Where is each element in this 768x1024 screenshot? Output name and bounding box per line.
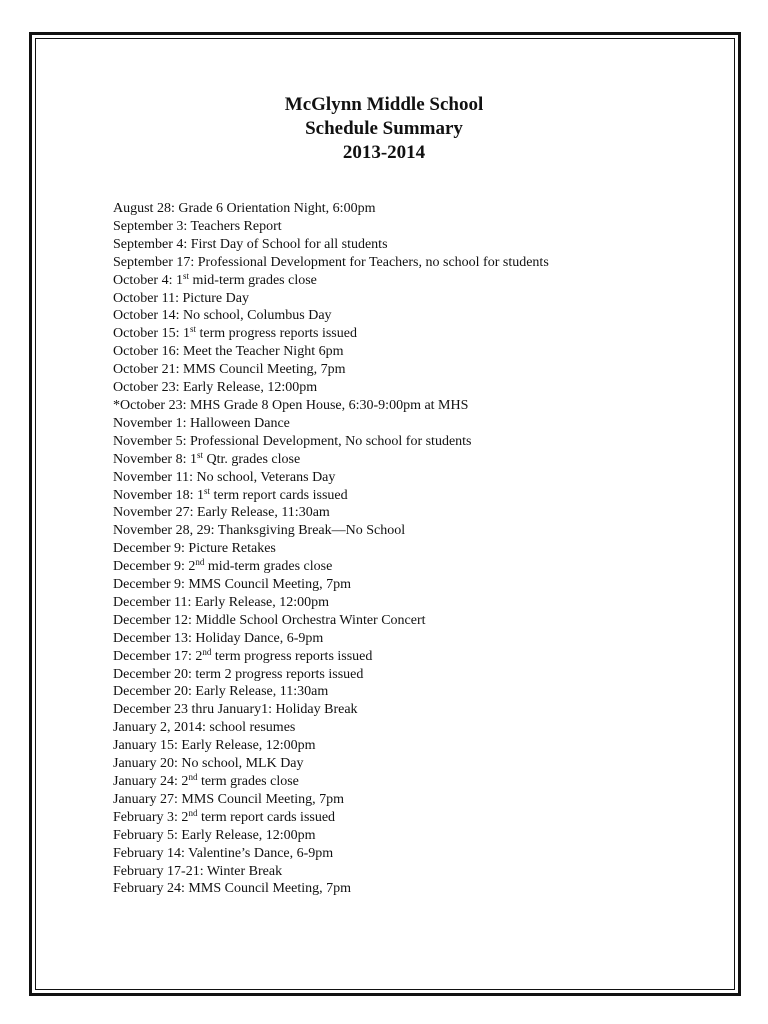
schedule-item-text: February 17-21: Winter Break xyxy=(113,863,283,879)
schedule-item xyxy=(113,504,549,522)
schedule-item xyxy=(113,558,549,576)
schedule-item-text: December 13: Holiday Dance, 6-9pm xyxy=(113,630,324,646)
schedule-item xyxy=(113,415,549,433)
schedule-item xyxy=(113,540,549,558)
schedule-item xyxy=(113,666,549,684)
schedule-item xyxy=(113,236,549,254)
schedule-item-text-rest: term progress reports issued xyxy=(196,326,357,342)
schedule-item xyxy=(113,791,549,809)
schedule-item-text: November 8: 1 xyxy=(113,451,197,467)
schedule-item-text: October 21: MMS Council Meeting, 7pm xyxy=(113,362,346,378)
schedule-item-text: October 15: 1 xyxy=(113,326,190,342)
schedule-item-text: September 3: Teachers Report xyxy=(113,218,282,234)
schedule-item-text: January 15: Early Release, 12:00pm xyxy=(113,738,316,754)
schedule-item-text: January 20: No school, MLK Day xyxy=(113,756,304,772)
school-name: McGlynn Middle School xyxy=(284,94,484,115)
schedule-item-text: November 5: Professional Development, No school for students xyxy=(113,433,472,449)
schedule-item xyxy=(113,863,549,881)
schedule-item-text: February 24: MMS Council Meeting, 7pm xyxy=(113,881,351,897)
schedule-item-text-rest: term progress reports issued xyxy=(211,648,373,664)
document-header xyxy=(0,93,768,165)
schedule-item-text: November 1: Halloween Dance xyxy=(113,415,290,431)
schedule-item-text: October 16: Meet the Teacher Night 6pm xyxy=(113,344,344,360)
schedule-item-text: November 18: 1 xyxy=(113,487,204,503)
schedule-item xyxy=(113,612,549,630)
ordinal-suffix: st xyxy=(203,485,210,496)
document-title: Schedule Summary xyxy=(305,118,463,139)
ordinal-suffix: nd xyxy=(202,646,212,657)
ordinal-suffix: nd xyxy=(188,772,198,782)
schedule-item-text: February 3: 2 xyxy=(113,809,189,825)
schedule-list xyxy=(113,200,549,898)
ordinal-suffix: st xyxy=(182,270,189,281)
schedule-item xyxy=(113,290,549,308)
schedule-item-text: December 9: Picture Retakes xyxy=(113,541,276,557)
schedule-item-text: December 11: Early Release, 12:00pm xyxy=(113,594,330,610)
schedule-item-text: September 4: First Day of School for all students xyxy=(113,236,388,252)
schedule-item-text: October 4: 1 xyxy=(113,272,183,288)
schedule-item-text: February 14: Valentine’s Dance, 6-9pm xyxy=(113,845,334,861)
schedule-item-text: December 23 thru January1: Holiday Break xyxy=(113,702,358,718)
schedule-item xyxy=(113,827,549,845)
schedule-item-text-rest: term report cards issued xyxy=(210,487,348,503)
schedule-item-text-rest: mid-term grades close xyxy=(189,272,317,288)
schedule-item-text: October 23: Early Release, 12:00pm xyxy=(113,380,318,396)
ordinal-suffix: st xyxy=(189,324,196,335)
schedule-item xyxy=(113,325,549,343)
schedule-item xyxy=(113,469,549,487)
schedule-item-text: December 20: term 2 progress reports issued xyxy=(113,666,364,682)
schedule-item-text: December 9: 2 xyxy=(113,559,196,575)
schedule-item xyxy=(113,218,549,236)
schedule-item xyxy=(113,522,549,540)
schedule-item-text: October 11: Picture Day xyxy=(113,290,249,306)
schedule-item xyxy=(113,630,549,648)
schedule-item xyxy=(113,719,549,737)
schedule-item xyxy=(113,737,549,755)
schedule-item xyxy=(113,487,549,505)
schedule-item-text: November 28, 29: Thanksgiving Break—No School xyxy=(113,523,406,539)
schedule-item-text-rest: term grades close xyxy=(197,774,299,789)
schedule-item-text: November 27: Early Release, 11:30am xyxy=(113,505,330,521)
schedule-item-text: August 28: Grade 6 Orientation Night, 6:00pm xyxy=(113,201,376,216)
schedule-item xyxy=(113,254,549,272)
schedule-item xyxy=(113,594,549,612)
schedule-item xyxy=(113,809,549,827)
schedule-item-text: February 5: Early Release, 12:00pm xyxy=(113,827,316,843)
schedule-item xyxy=(113,433,549,451)
schedule-item xyxy=(113,451,549,469)
schedule-item xyxy=(113,379,549,397)
schedule-item-text: December 17: 2 xyxy=(113,648,203,664)
schedule-item-text-rest: Qtr. grades close xyxy=(203,451,301,467)
schedule-item xyxy=(113,755,549,773)
schedule-item-text: October 14: No school, Columbus Day xyxy=(113,308,332,324)
schedule-item xyxy=(113,773,549,791)
schedule-item-text-rest: mid-term grades close xyxy=(204,559,333,575)
schedule-item xyxy=(113,397,549,415)
schedule-item-text: January 24: 2 xyxy=(113,774,189,789)
schedule-item-text: January 2, 2014: school resumes xyxy=(113,720,296,736)
schedule-item xyxy=(113,200,549,218)
schedule-item-text: January 27: MMS Council Meeting, 7pm xyxy=(113,791,344,807)
schedule-item xyxy=(113,845,549,863)
schedule-item xyxy=(113,880,549,898)
schedule-item xyxy=(113,683,549,701)
schedule-item xyxy=(113,272,549,290)
schedule-item xyxy=(113,307,549,325)
schedule-item xyxy=(113,701,549,719)
schedule-item xyxy=(113,576,549,594)
schedule-item xyxy=(113,648,549,666)
schedule-item-text: December 9: MMS Council Meeting, 7pm xyxy=(113,577,351,593)
schedule-item-text: September 17: Professional Development for Teachers, no school for students xyxy=(113,254,549,270)
ordinal-suffix: st xyxy=(196,449,203,460)
schedule-item-text: *October 23: MHS Grade 8 Open House, 6:30-9:00pm at MHS xyxy=(113,397,469,413)
schedule-item xyxy=(113,343,549,361)
schedule-item xyxy=(113,361,549,379)
ordinal-suffix: nd xyxy=(188,807,198,818)
schedule-item-text: December 12: Middle School Orchestra Winter Concert xyxy=(113,612,426,628)
school-year: 2013-2014 xyxy=(342,142,426,163)
schedule-item-text: November 11: No school, Veterans Day xyxy=(113,469,336,485)
ordinal-suffix: nd xyxy=(195,557,205,568)
schedule-item-text: December 20: Early Release, 11:30am xyxy=(113,684,329,700)
schedule-item-text-rest: term report cards issued xyxy=(197,809,336,825)
